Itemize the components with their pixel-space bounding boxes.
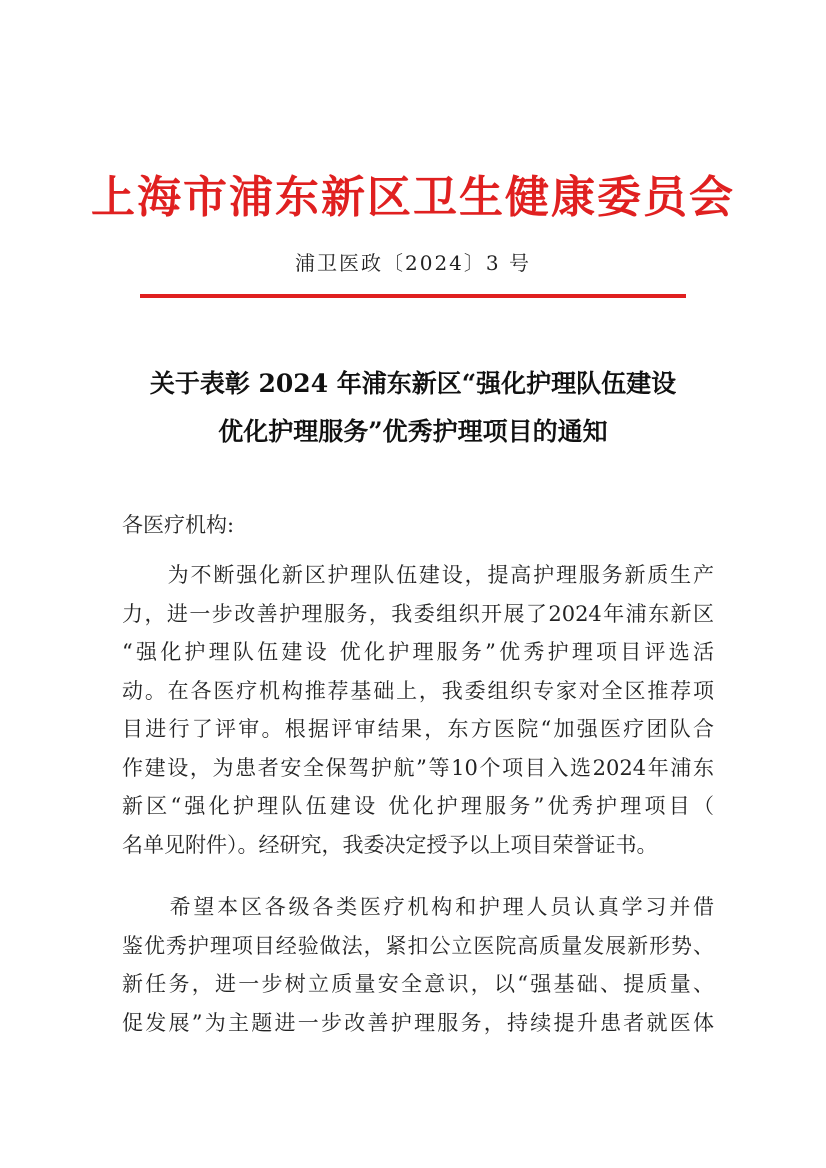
paragraph-line: 希望本区各级各类医疗机构和护理人员认真学习并借 (122, 895, 714, 919)
document-number: 浦卫医政〔2024〕3 号 (295, 251, 531, 275)
paragraph-line: 动。在各医疗机构推荐基础上，我委组织专家对全区推荐项 (122, 678, 714, 703)
paragraph-line: 力，进一步改善护理服务，我委组织开展了2024年浦东新区 (122, 601, 714, 626)
paragraph-line: 新区“强化护理队伍建设 优化护理服务”优秀护理项目（ (122, 794, 714, 818)
document-title (120, 360, 706, 456)
issuing-organization-header: 上海市浦东新区卫生健康委员会 (91, 172, 735, 223)
paragraph-line: 目进行了评审。根据评审结果，东方医院“加强医疗团队合 (122, 717, 714, 741)
salutation: 各医疗机构: (122, 513, 235, 537)
paragraph-1 (122, 556, 714, 864)
paragraph-line: 鉴优秀护理项目经验做法，紧扣公立医院高质量发展新形势、 (122, 933, 714, 958)
title-line-1: 关于表彰 2024 年浦东新区“强化护理队伍建设 (149, 369, 677, 398)
paragraph-line: 促发展”为主题进一步改善护理服务，持续提升患者就医体 (122, 1010, 714, 1035)
paragraph-line: 名单见附件）。经研究，我委决定授予以上项目荣誉证书。 (122, 832, 658, 857)
paragraph-line: 为不断强化新区护理队伍建设，提高护理服务新质生产 (122, 563, 714, 587)
title-line-2: 优化护理服务”优秀护理项目的通知 (218, 417, 608, 446)
paragraph-2 (122, 888, 714, 1042)
red-divider-line (140, 294, 686, 298)
paragraph-line: “强化护理队伍建设 优化护理服务”优秀护理项目评选活 (122, 640, 714, 664)
paragraph-line: 作建设，为患者安全保驾护航”等10个项目入选2024年浦东 (122, 755, 714, 780)
paragraph-line: 新任务，进一步树立质量安全意识，以“强基础、提质量、 (122, 972, 714, 996)
